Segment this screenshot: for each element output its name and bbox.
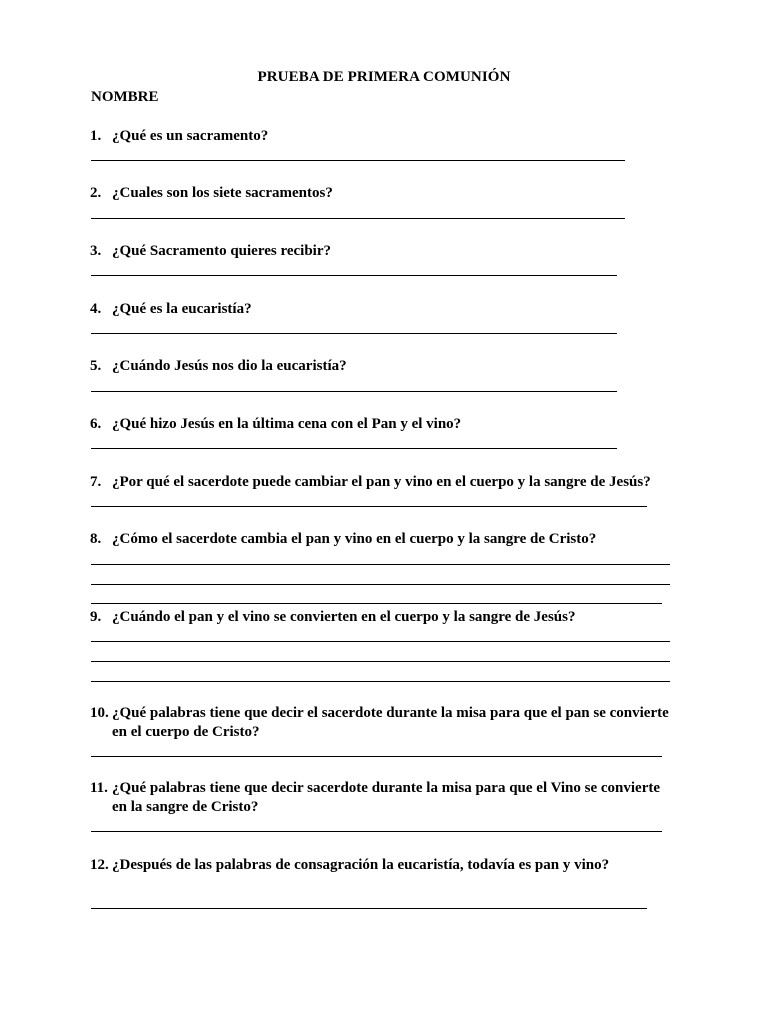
question-text: ¿Cómo el sacerdote cambia el pan y vino en el cuerpo y la sangre de Cristo? xyxy=(112,531,597,547)
question-text: ¿Por qué el sacerdote puede cambiar el pan y vino en el cuerpo y la sangre de Jesús? xyxy=(112,474,651,490)
answer-line[interactable] xyxy=(91,564,670,565)
question-1 xyxy=(90,127,268,146)
answer-line[interactable] xyxy=(91,160,625,161)
page-title: PRUEBA DE PRIMERA COMUNIÓN xyxy=(257,69,511,85)
question-text: ¿Qué hizo Jesús en la última cena con el Pan y el vino? xyxy=(112,416,462,432)
question-10 xyxy=(90,704,669,742)
name-label: NOMBRE xyxy=(91,89,159,105)
question-text: ¿Qué es la eucaristía? xyxy=(112,301,252,317)
question-text: ¿Qué palabras tiene que decir sacerdote durante la misa para que el Vino se convierte xyxy=(112,780,661,796)
question-6 xyxy=(90,415,461,434)
answer-line[interactable] xyxy=(91,681,670,682)
question-number: 4. xyxy=(90,301,102,317)
answer-line[interactable] xyxy=(91,391,617,392)
question-number: 8. xyxy=(90,531,102,547)
question-text-continued: en el cuerpo de Cristo? xyxy=(112,724,260,740)
answer-line[interactable] xyxy=(91,661,670,662)
question-text: ¿Cuándo el pan y el vino se convierten en el cuerpo y la sangre de Jesús? xyxy=(112,609,576,625)
question-7 xyxy=(90,473,651,492)
question-text: ¿Qué palabras tiene que decir el sacerdote durante la misa para que el pan se convierte xyxy=(112,705,669,721)
answer-line[interactable] xyxy=(91,448,617,449)
answer-line[interactable] xyxy=(91,641,670,642)
question-number: 6. xyxy=(90,416,102,432)
answer-line[interactable] xyxy=(91,506,647,507)
question-number: 5. xyxy=(90,358,102,374)
question-text: ¿Qué Sacramento quieres recibir? xyxy=(112,243,331,259)
answer-line[interactable] xyxy=(91,603,662,604)
question-number: 10. xyxy=(90,705,109,721)
question-text-continued: en la sangre de Cristo? xyxy=(112,799,259,815)
question-text: ¿Cuales son los siete sacramentos? xyxy=(112,185,333,201)
question-number: 3. xyxy=(90,243,102,259)
question-3 xyxy=(90,242,331,261)
question-number: 12. xyxy=(90,857,109,873)
answer-line[interactable] xyxy=(91,333,617,334)
answer-line[interactable] xyxy=(91,275,617,276)
answer-line[interactable] xyxy=(91,218,625,219)
answer-line[interactable] xyxy=(91,584,670,585)
question-2 xyxy=(90,184,333,203)
question-number: 1. xyxy=(90,128,102,144)
question-text: ¿Después de las palabras de consagración la eucaristía, todavía es pan y vino? xyxy=(112,857,610,873)
question-text: ¿Qué es un sacramento? xyxy=(112,128,269,144)
question-number: 2. xyxy=(90,185,102,201)
question-5 xyxy=(90,357,347,376)
question-number: 9. xyxy=(90,609,102,625)
question-8 xyxy=(90,530,596,549)
answer-line[interactable] xyxy=(91,756,662,757)
question-number: 7. xyxy=(90,474,102,490)
question-4 xyxy=(90,300,252,319)
question-9 xyxy=(90,608,575,627)
answer-line[interactable] xyxy=(91,908,647,909)
question-text: ¿Cuándo Jesús nos dio la eucaristía? xyxy=(112,358,347,374)
answer-line[interactable] xyxy=(91,831,662,832)
question-number: 11. xyxy=(90,780,108,796)
question-12 xyxy=(90,856,609,875)
question-11 xyxy=(90,779,660,817)
